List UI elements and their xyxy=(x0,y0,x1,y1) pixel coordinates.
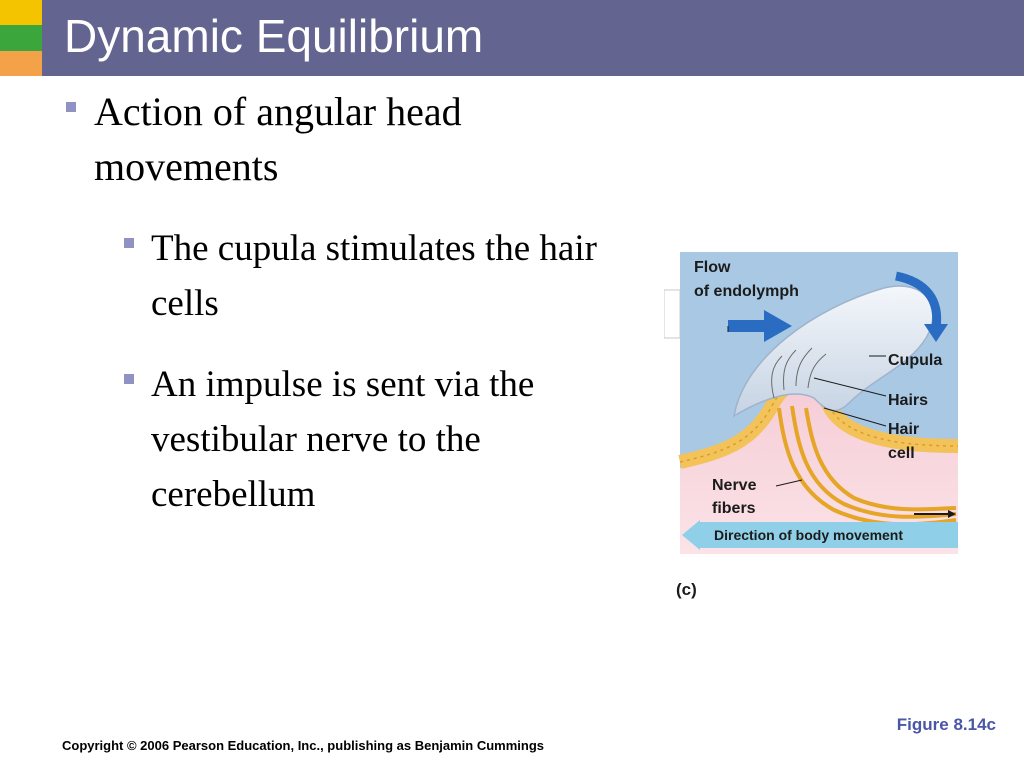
label-flow: Flow xyxy=(694,259,731,276)
crista-illustration xyxy=(664,248,964,608)
label-hairs: Hairs xyxy=(888,392,929,409)
label-hair: Hair xyxy=(888,421,920,438)
label-direction: Direction of body movement xyxy=(714,527,904,543)
label-nerve: Nerve xyxy=(712,477,757,494)
bullet-item-2 xyxy=(124,221,644,331)
panel-label: (c) xyxy=(676,580,697,599)
corner-accent-green xyxy=(0,25,42,51)
label-endolymph: of endolymph xyxy=(694,283,799,300)
bullet-square-icon xyxy=(124,238,134,248)
copyright-notice: Copyright © 2006 Pearson Education, Inc., publishing as Benjamin Cummings xyxy=(62,738,544,753)
bullet-text-2: The cupula stimulates the hair cells xyxy=(151,228,597,324)
corner-accent-yellow xyxy=(0,0,42,25)
bullet-item-3 xyxy=(124,357,644,522)
frame-edge xyxy=(664,290,680,338)
bullet-text-1: Action of angular head movements xyxy=(94,89,462,189)
bullet-square-icon xyxy=(124,374,134,384)
corner-accent-orange xyxy=(0,51,42,76)
bullet-item-1 xyxy=(66,84,606,194)
slide-title: Dynamic Equilibrium xyxy=(64,10,484,62)
label-fibers: fibers xyxy=(712,500,756,517)
title-bar xyxy=(42,0,1024,76)
label-cell: cell xyxy=(888,445,915,462)
label-cupula: Cupula xyxy=(888,352,943,369)
bullet-text-3: An impulse is sent via the vestibular nerve to the cerebellum xyxy=(151,364,535,515)
bullet-square-icon xyxy=(66,102,76,112)
figure-crista-ampullaris xyxy=(664,248,964,608)
figure-reference: Figure 8.14c xyxy=(896,715,996,734)
